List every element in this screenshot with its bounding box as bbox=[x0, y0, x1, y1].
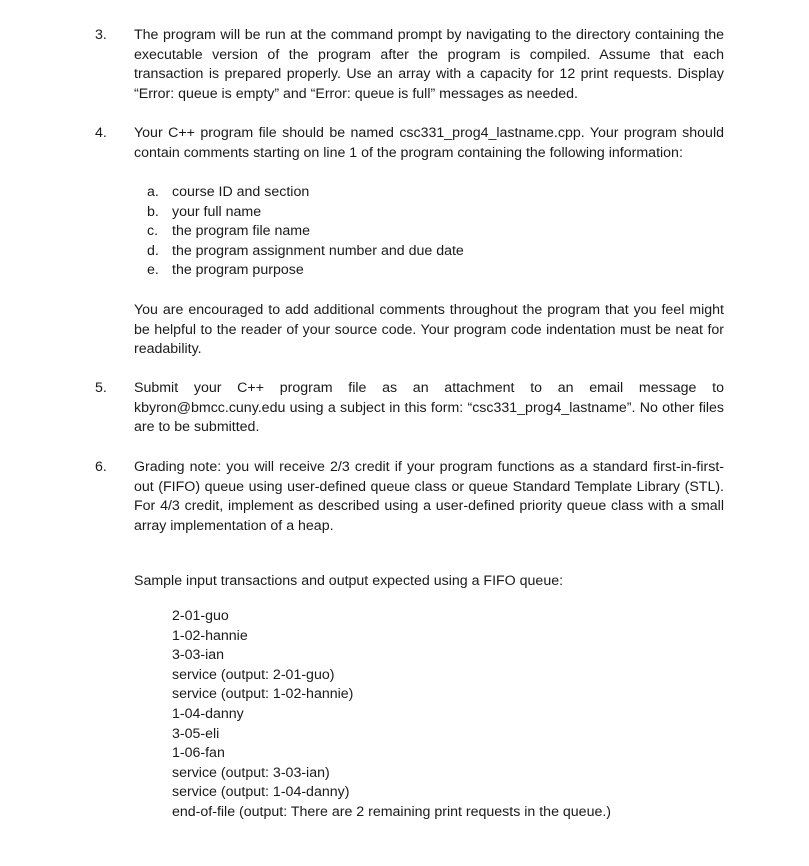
sample-line: service (output: 3-03-ian) bbox=[172, 764, 330, 781]
sample-line: end-of-file (output: There are 2 remaining print requests in the queue.) bbox=[172, 803, 612, 820]
item-followup-text: You are encouraged to add additional comments throughout the program that you feel might be helpful to the reader of your source code. Your program code indentation must be neat for readability. bbox=[134, 302, 724, 358]
item-paragraph bbox=[134, 124, 724, 163]
sub-item-text: your full name bbox=[172, 203, 262, 220]
sample-line: 3-05-eli bbox=[172, 725, 220, 742]
sub-item-text: the program file name bbox=[172, 223, 311, 240]
sub-item-letter: d. bbox=[147, 242, 159, 259]
sub-item-letter: a. bbox=[147, 184, 159, 200]
item-number: 4. bbox=[95, 125, 107, 141]
item-paragraph bbox=[134, 26, 724, 104]
item-number: 3. bbox=[95, 27, 107, 43]
sub-item-letter: c. bbox=[147, 223, 159, 240]
sample-line: service (output: 2-01-guo) bbox=[172, 666, 335, 683]
sub-item-text: the program purpose bbox=[172, 262, 304, 279]
sample-line: service (output: 1-04-danny) bbox=[172, 784, 350, 801]
item-followup-paragraph bbox=[134, 301, 724, 360]
sample-heading: Sample input transactions and output expected using a FIFO queue: bbox=[134, 573, 564, 589]
sample-line: 1-02-hannie bbox=[172, 627, 248, 644]
sample-transactions bbox=[172, 607, 772, 823]
item-paragraph bbox=[134, 458, 724, 536]
sample-line: 3-03-ian bbox=[172, 647, 225, 664]
item-number: 5. bbox=[95, 380, 107, 396]
sub-list-item bbox=[147, 203, 707, 223]
sample-line: 1-04-danny bbox=[172, 705, 244, 722]
sub-item-text: the program assignment number and due date bbox=[172, 242, 464, 259]
item-text: Grading note: you will receive 2/3 credit if your program functions as a standard first-in-first-out (FIFO) queue using user-defined queue class or queue Standard Template Library (STL). For 4/3 credit, implement as described using a user-defined priority queue class with a small array implementation of a heap. bbox=[134, 459, 724, 534]
sub-list-item bbox=[147, 242, 707, 262]
item-text: Your C++ program file should be named csc331_prog4_lastname.cpp. Your program should contain comments starting on line 1 of the program containing the following information: bbox=[134, 125, 724, 161]
sample-line: service (output: 1-02-hannie) bbox=[172, 686, 354, 703]
sub-list-item bbox=[147, 261, 707, 281]
item-text: The program will be run at the command prompt by navigating to the directory containing the executable version of the program after the program is compiled. Assume that each transaction is prepared properly. Use an array with a capacity for 12 print requests. Display “Error: queue is empty” and “Error: queue is full” messages as needed. bbox=[134, 27, 724, 102]
item-number: 6. bbox=[95, 459, 107, 475]
item-paragraph bbox=[134, 379, 724, 438]
sample-line: 2-01-guo bbox=[172, 608, 229, 624]
sample-line: 1-06-fan bbox=[172, 745, 225, 762]
sub-item-text: course ID and section bbox=[172, 184, 310, 200]
sub-list-item bbox=[147, 222, 707, 242]
sub-item-letter: e. bbox=[147, 262, 159, 279]
sub-list-item bbox=[147, 183, 707, 203]
sub-item-letter: b. bbox=[147, 203, 159, 220]
item-text: Submit your C++ program file as an attachment to an email message to kbyron@bmcc.cuny.edu using a subject in this form: “csc331_prog4_lastname”. No other files are to be submitted. bbox=[134, 380, 724, 436]
comment-requirements-list bbox=[147, 183, 707, 281]
